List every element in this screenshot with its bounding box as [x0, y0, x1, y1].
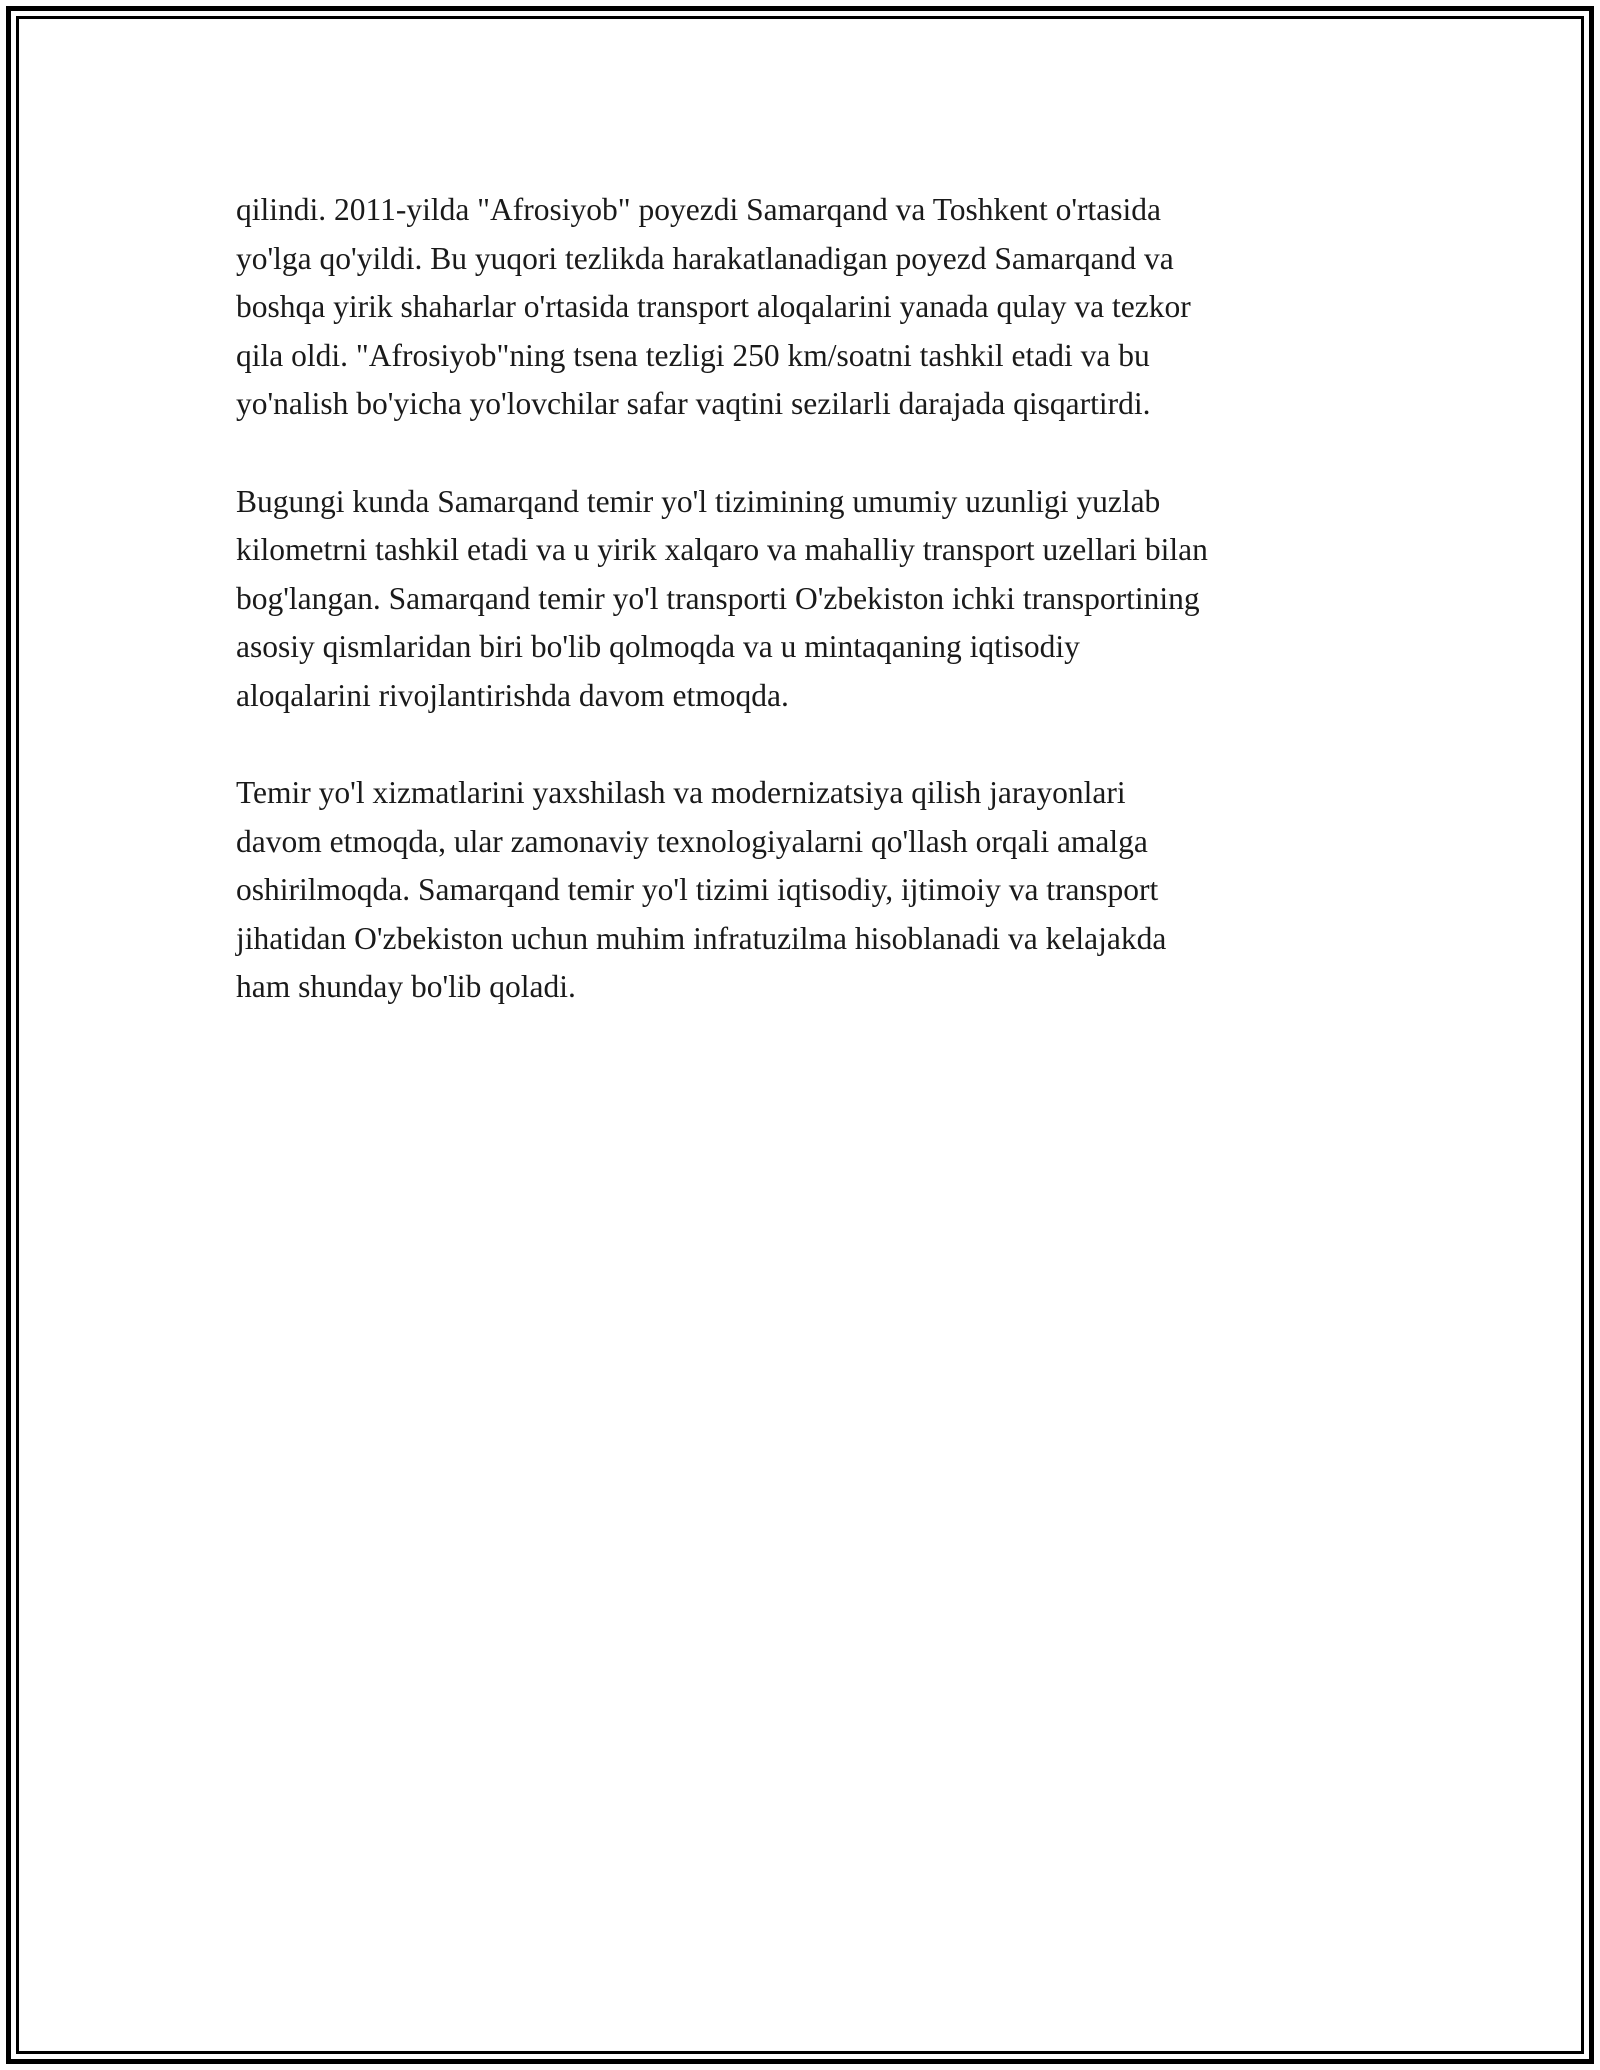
- document-body: [236, 186, 1376, 1061]
- paragraph-1: qilindi. 2011-yilda "Afrosiyob" poyezdi Samarqand va Toshkent o'rtasida yo'lga qo'yildi. Bu yuqori tezlikda harakatlanadigan poyezd Samarqand va boshqa yirik shaharlar o'rtasida transport aloqalarini yanada qulay va tezkor qila oldi. "Afrosiyob"ning tsena tezligi 250 km/soatni tashkil etadi va bu yo'nalish bo'yicha yo'lovchilar safar vaqtini sezilarli darajada qisqartirdi.: [236, 192, 1191, 421]
- paragraph-3: Temir yo'l xizmatlarini yaxshilash va modernizatsiya qilish jarayonlari davom etmoqda, ular zamonaviy texnologiyalarni qo'llash orqali amalga oshirilmoqda. Samarqand temir yo'l tizimi iqtisodiy, ijtimoiy va transport jihatidan O'zbekiston uchun muhim infratuzilma hisoblanadi va kelajakda ham shunday bo'lib qoladi.: [236, 775, 1167, 1004]
- paragraph-2: Bugungi kunda Samarqand temir yo'l tizimining umumiy uzunligi yuzlab kilometrni tashkil etadi va u yirik xalqaro va mahalliy transport uzellari bilan bog'langan. Samarqand temir yo'l transporti O'zbekiston ichki transportining asosiy qismlaridan biri bo'lib qolmoqda va u mintaqaning iqtisodiy aloqalarini rivojlantirishda davom etmoqda.: [236, 483, 1208, 713]
